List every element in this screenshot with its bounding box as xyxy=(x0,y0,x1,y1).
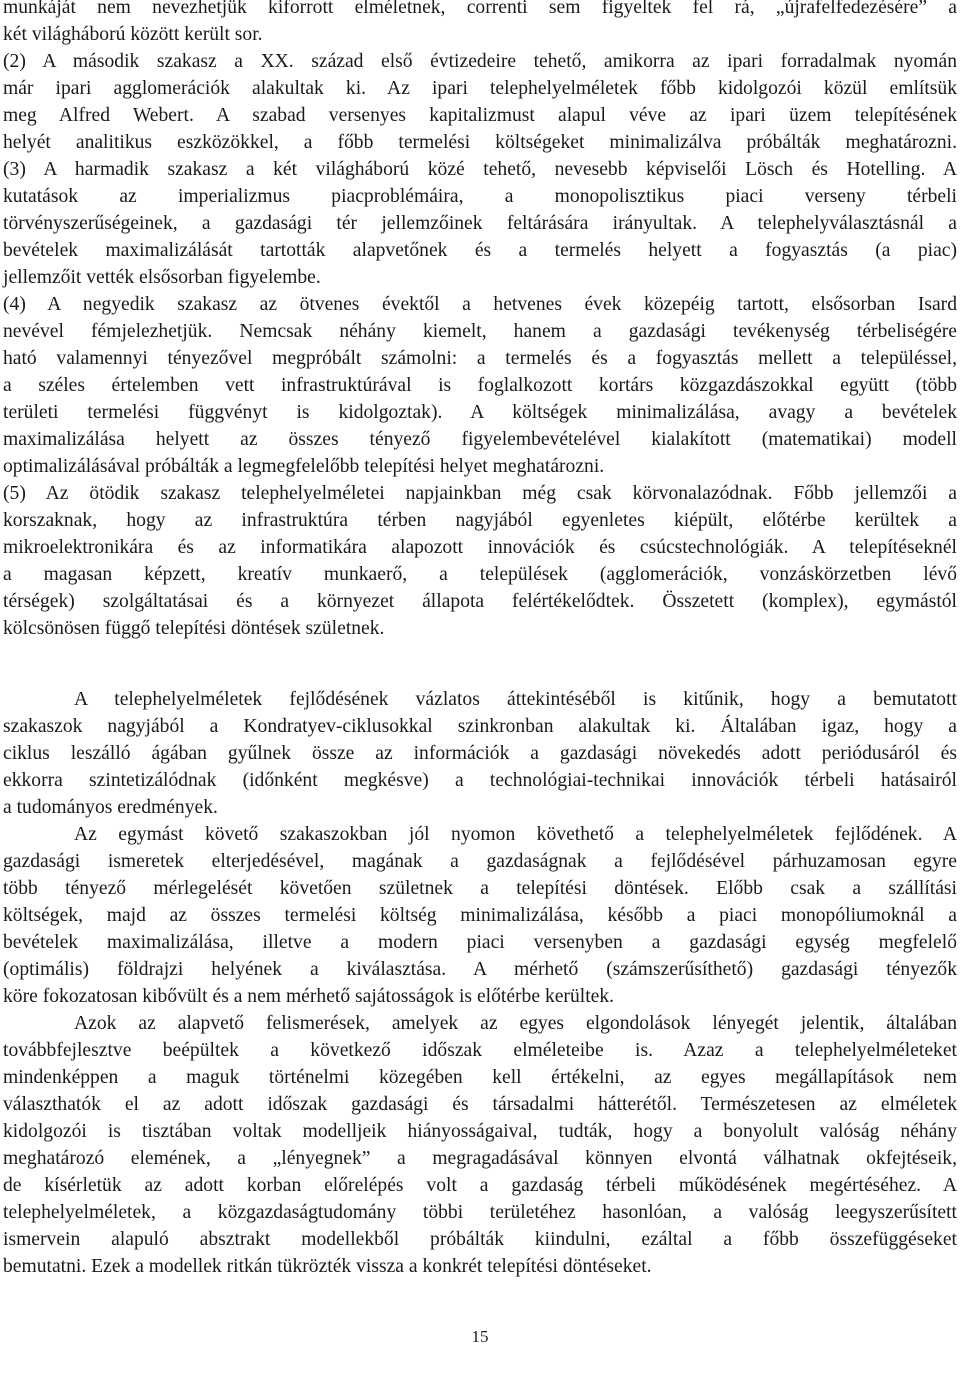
text-line: bemutatni. Ezek a modellek ritkán tükrözték vissza a konkrét telepítési döntéseket. xyxy=(3,1256,652,1277)
text-line: Azok az alapvető felismerések, amelyek az egyes elgondolások lényegét jelentik, általában xyxy=(74,1013,957,1034)
text-line: meghatározó elemének, a „lényegnek” a megragadásával könnyen elvontá válhatnak okfejtéseik, xyxy=(3,1148,957,1169)
text-line: (5) Az ötödik szakasz telephelyelméletei napjainkban még csak körvonalazódnak. Főbb jellemzői a xyxy=(3,483,957,504)
text-line: munkáját nem nevezhetjük kiforrott elméletnek, correnti sem figyeltek fel rá, „újrafelfedezésére” a xyxy=(3,0,957,18)
body-paragraphs-block xyxy=(3,686,957,1280)
text-line: de kísérletük az adott korban előrelépés volt a gazdaság térbeli működésének megértéséhez. A xyxy=(3,1175,957,1196)
text-line: (optimális) földrajzi helyének a kiválasztása. A mérhető (számszerűsíthető) gazdasági tényezők xyxy=(3,959,957,980)
text-line: köre fokozatosan kibővült és a nem mérhető sajátosságok is előtérbe kerültek. xyxy=(3,986,615,1007)
text-line: telephelyelméletek, a közgazdaságtudomány többi területéhez hasonlóan, a valóság leegyszerűsített xyxy=(3,1202,957,1223)
text-line: ciklus leszálló ágában gyűlnek össze az információk a gazdasági növekedés adott periódusáról és xyxy=(3,743,957,764)
text-line: ekkorra szintetizálódnak (időnként megkésve) a technológiai-technikai innovációk térbeli hatásairól xyxy=(3,770,957,791)
text-line: több tényező mérlegelését követően születnek a telepítési döntések. Előbb csak a szállítási xyxy=(3,878,957,899)
text-line: területi termelési függvényt is kidolgoztak). A költségek minimalizálása, avagy a bevételek xyxy=(3,402,957,423)
text-line: a tudományos eredmények. xyxy=(3,797,218,818)
text-line: kutatások az imperializmus piacproblémáira, a monopolisztikus piaci verseny térbeli xyxy=(3,186,957,207)
text-line: kidolgozói is tisztában voltak modelljeik hiányosságaival, tudták, hogy a bonyolult valóság néhány xyxy=(3,1121,957,1142)
text-line: már ipari agglomerációk alakultak ki. Az ipari telephelyelméletek főbb kidolgozói közül említsük xyxy=(3,78,957,99)
text-line: (3) A harmadik szakasz a két világháború közé tehető, nevesebb képviselői Lösch és Hotelling. A xyxy=(3,159,957,180)
text-line: gazdasági ismeretek elterjedésével, magának a gazdaságnak a fejlődésével párhuzamosan egyre xyxy=(3,851,957,872)
text-line: továbbfejlesztve beépültek a következő időszak elméleteibe is. Azaz a telephelyelméleteket xyxy=(3,1040,957,1061)
text-line: a magasan képzett, kreatív munkaerő, a települések (agglomerációk, vonzáskörzetben lévő xyxy=(3,564,957,585)
text-line: maximalizálása helyett az összes tényező figyelembevételével kialakított (matematikai) modell xyxy=(3,429,957,450)
text-line: bevételek maximalizálását tartották alapvetőnek és a termelés helyett a fogyasztás (a piac) xyxy=(3,240,957,261)
text-line: térségek) szolgáltatásai és a környezet állapota felértékelődtek. Összetett (komplex), egymástól xyxy=(3,591,957,612)
text-line: nevével fémjelezhetjük. Nemcsak néhány kiemelt, hanem a gazdasági tevékenység térbeliségére xyxy=(3,321,957,342)
text-line: választhatók el az adott időszak gazdasági és társadalmi hátterétől. Természetesen az elméletek xyxy=(3,1094,957,1115)
text-line: a széles értelemben vett infrastruktúrával is foglalkozott kortárs közgazdászokkal együtt (több xyxy=(3,375,957,396)
text-line: A telephelyelméletek fejlődésének vázlatos áttekintéséből is kitűnik, hogy a bemutatott xyxy=(74,689,957,710)
text-line: ismervein alapuló absztrakt modellekből próbálták kiindulni, ezáltal a főbb összefüggéseket xyxy=(3,1229,957,1250)
text-line: mindenképpen a maguk történelmi közegében kell értékelni, az egyes megállapítások nem xyxy=(3,1067,957,1088)
text-line: kölcsönösen függő telepítési döntések születnek. xyxy=(3,618,385,639)
text-line: bevételek maximalizálása, illetve a modern piaci versenyben a gazdasági egység megfelelő xyxy=(3,932,957,953)
text-line: jellemzőit vették elsősorban figyelembe. xyxy=(3,267,321,288)
text-line: helyét analitikus eszközökkel, a főbb termelési költségeket minimalizálva próbálták meghatározni. xyxy=(3,132,957,153)
text-line: szakaszok nagyjából a Kondratyev-ciklusokkal szinkronban alakultak ki. Általában igaz, hogy a xyxy=(3,716,957,737)
text-line: meg Alfred Webert. A szabad versenyes kapitalizmust alapul véve az ipari üzem telepítésének xyxy=(3,105,957,126)
text-line: két világháború között került sor. xyxy=(3,24,263,45)
text-line: optimalizálásával próbálták a legmegfelelőbb telepítési helyet meghatározni. xyxy=(3,456,605,477)
text-line: korszaknak, hogy az infrastruktúra térben nagyjából egyenletes kiépült, előtérbe kerültek a xyxy=(3,510,957,531)
text-line: törvényszerűségeinek, a gazdasági tér jellemzőinek feltárására irányultak. A telephelyválasztásnál a xyxy=(3,213,957,234)
text-line: (2) A második szakasz a XX. század első évtizedeire tehető, amikorra az ipari forradalmak nyomán xyxy=(3,51,957,72)
text-line: költségek, majd az összes termelési költség minimalizálása, később a piaci monopóliumoknál a xyxy=(3,905,957,926)
text-line: ható valamennyi tényezővel megpróbált számolni: a termelés és a fogyasztás mellett a településsel, xyxy=(3,348,957,369)
text-line: mikroelektronikára és az informatikára alapozott innovációk és csúcstechnológiák. A telepítéseknél xyxy=(3,537,957,558)
text-line: Az egymást követő szakaszokban jól nyomon követhető a telephelyelméletek fejlődének. A xyxy=(74,824,957,845)
section-list-block xyxy=(3,0,957,642)
page-number: 15 xyxy=(471,1327,489,1346)
text-line: (4) A negyedik szakasz az ötvenes évektől a hetvenes évek közepéig tartott, elsősorban Isard xyxy=(3,294,957,315)
